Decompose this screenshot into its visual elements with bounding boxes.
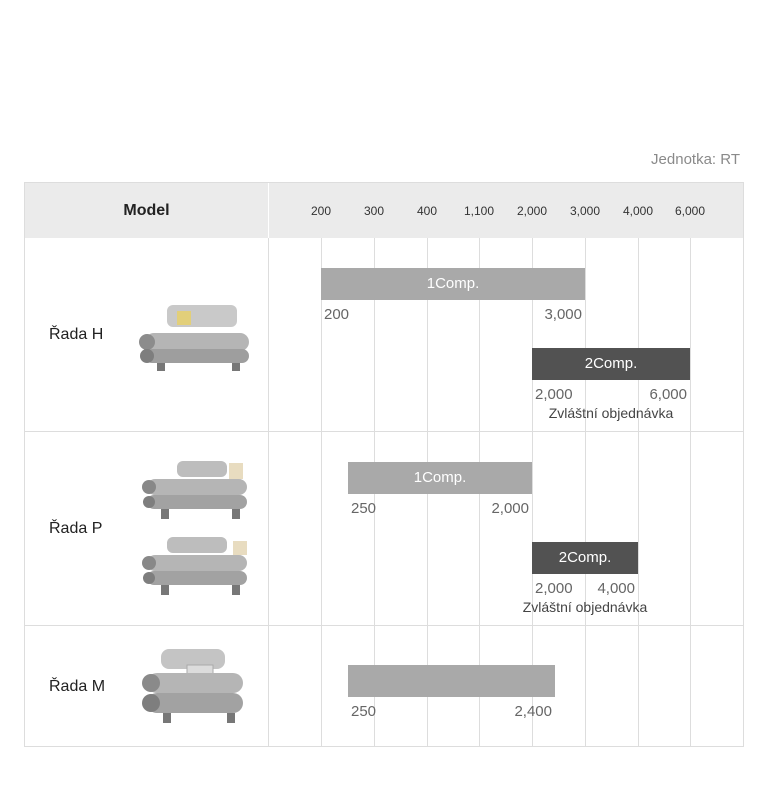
row-label: Řada H — [49, 325, 104, 343]
x-tick-label: 6,000 — [674, 204, 706, 218]
x-tick-label: 3,000 — [569, 204, 601, 218]
x-tick-label: 400 — [416, 204, 438, 218]
x-tick-label: 200 — [310, 204, 332, 218]
gridline — [585, 238, 586, 746]
range-max-label: 2,400 — [514, 703, 552, 720]
x-tick-label: 300 — [363, 204, 385, 218]
gridline — [321, 238, 322, 746]
chiller-p2-icon — [137, 531, 257, 601]
range-table — [24, 182, 744, 747]
range-max-label: 4,000 — [597, 580, 635, 597]
special-order-note: Zvláštní objednávka — [522, 599, 648, 615]
range-bar: 1Comp. — [321, 268, 585, 300]
gridline — [638, 238, 639, 746]
chiller-m-icon — [137, 643, 257, 727]
range-min-label: 2,000 — [535, 386, 573, 403]
range-max-label: 6,000 — [649, 386, 687, 403]
range-bar: 1Comp. — [348, 462, 532, 494]
range-min-label: 2,000 — [535, 580, 573, 597]
unit-label: Jednotka: RT — [651, 151, 740, 168]
model-column-header: Model — [123, 202, 170, 219]
special-order-note: Zvláštní objednávka — [548, 405, 674, 421]
row-label: Řada M — [49, 677, 106, 695]
header-divider — [268, 183, 269, 238]
gridline — [690, 238, 691, 746]
range-bar: 2Comp. — [532, 348, 690, 380]
range-bar — [348, 665, 555, 697]
range-max-label: 2,000 — [491, 500, 529, 517]
range-max-label: 3,000 — [544, 306, 582, 323]
x-tick-label: 1,100 — [463, 204, 495, 218]
range-min-label: 250 — [351, 703, 377, 720]
model-column-divider — [268, 238, 269, 746]
row-separator — [25, 625, 743, 626]
range-min-label: 200 — [324, 306, 350, 323]
range-bar: 2Comp. — [532, 542, 638, 574]
chiller-h-icon — [137, 295, 257, 375]
row-label: Řada P — [49, 519, 103, 537]
range-min-label: 250 — [351, 500, 377, 517]
x-tick-label: 2,000 — [516, 204, 548, 218]
chiller-p-icon — [137, 455, 257, 525]
row-separator — [25, 431, 743, 432]
x-tick-label: 4,000 — [622, 204, 654, 218]
